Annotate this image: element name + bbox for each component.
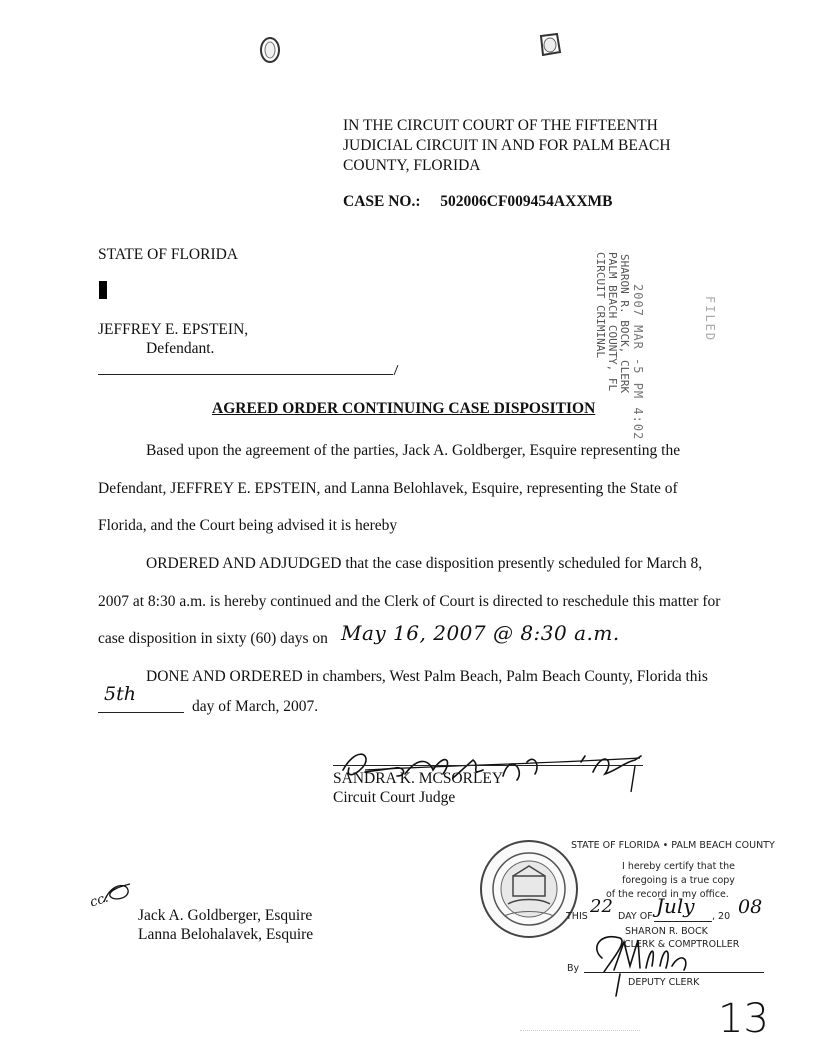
court-heading-line-1: IN THE CIRCUIT COURT OF THE FIFTEENTH: [343, 117, 658, 134]
body-p1-line-3: Florida, and the Court being advised it is hereby: [98, 517, 398, 534]
cert-this: THIS: [566, 911, 588, 922]
handwritten-day: 5th: [104, 683, 136, 705]
filed-stamp-clerk: SHARON R. BOCK, CLERK: [618, 254, 631, 394]
judge-name: SANDRA K. MCSORLEY: [333, 770, 504, 787]
punch-hole-left: [256, 34, 286, 66]
cc-scribble: [100, 880, 134, 910]
cert-clerk-name: SHARON R. BOCK: [625, 926, 708, 937]
body-p1-line-1: Based upon the agreement of the parties, Jack A. Goldberger, Esquire representing the: [146, 442, 681, 459]
body-p3-line-1: DONE AND ORDERED in chambers, West Palm Beach, Palm Beach County, Florida this: [146, 668, 708, 685]
cert-line-1: I hereby certify that the: [622, 861, 735, 872]
court-heading-line-2: JUDICIAL CIRCUIT IN AND FOR PALM BEACH: [343, 137, 671, 154]
filed-stamp-division: CIRCUIT CRIMINAL: [594, 252, 607, 358]
filed-stamp-date: 2007 MAR -5 PM 4:02: [631, 284, 645, 441]
case-number-row: [343, 192, 612, 212]
cert-handwritten-day: 22: [590, 896, 613, 917]
filed-stamp-county: PALM BEACH COUNTY, FL: [606, 252, 619, 392]
handwritten-page-number: 13: [718, 996, 769, 1042]
scan-artifact: [520, 1030, 640, 1037]
filed-stamp-label: FILED: [703, 296, 717, 343]
defendant-name: JEFFREY E. EPSTEIN,: [98, 321, 249, 338]
body-p2-line-3: case disposition in sixty (60) days on: [98, 630, 328, 647]
copy-recipient-1: Jack A. Goldberger, Esquire: [138, 907, 313, 924]
copy-recipient-2: Lanna Belohalavek, Esquire: [138, 926, 314, 943]
plaintiff-name: STATE OF FLORIDA: [98, 246, 238, 263]
day-blank-line: [98, 712, 184, 713]
punch-hole-right: [535, 30, 565, 60]
cert-handwritten-year: 08: [738, 896, 763, 918]
body-p2-line-2: 2007 at 8:30 a.m. is hereby continued and the Clerk of Court is directed to reschedule this matter for: [98, 593, 721, 610]
caption-slash: [392, 364, 400, 376]
cert-line-3: of the record in my office.: [606, 889, 729, 900]
cert-year-prefix: , 20: [712, 911, 731, 922]
body-p3-line-2: day of March, 2007.: [192, 698, 319, 715]
cert-clerk-title: CLERK & COMPTROLLER: [624, 939, 740, 950]
handwritten-hearing-date: May 16, 2007 @ 8:30 a.m.: [341, 621, 620, 645]
case-number-label: CASE NO.:: [343, 193, 421, 210]
caption-rule: [98, 374, 393, 375]
body-p1-line-2: Defendant, JEFFREY E. EPSTEIN, and Lanna Belohlavek, Esquire, representing the State of: [98, 480, 678, 497]
cert-header: STATE OF FLORIDA • PALM BEACH COUNTY: [571, 840, 775, 851]
cert-line-2: foregoing is a true copy: [622, 875, 735, 886]
order-title: AGREED ORDER CONTINUING CASE DISPOSITION: [212, 400, 596, 417]
defendant-role: Defendant.: [146, 340, 215, 357]
case-number-value: 502006CF009454AXXMB: [440, 193, 613, 210]
body-p2-line-1: ORDERED AND ADJUDGED that the case disposition presently scheduled for March 8,: [146, 555, 703, 572]
cc-mark: cc:: [88, 890, 111, 911]
judge-title: Circuit Court Judge: [333, 789, 456, 806]
signature-line: [333, 765, 643, 766]
cert-day-of: DAY OF: [618, 911, 653, 922]
redaction-mark: [99, 281, 107, 299]
cert-by: By: [567, 963, 580, 974]
cert-deputy: DEPUTY CLERK: [628, 977, 700, 988]
cert-handwritten-month: July: [656, 894, 695, 918]
filed-stamp: [594, 246, 724, 441]
deputy-signature-line: [584, 972, 764, 973]
court-heading-line-3: COUNTY, FLORIDA: [343, 157, 481, 174]
county-seal-icon: [478, 838, 580, 940]
